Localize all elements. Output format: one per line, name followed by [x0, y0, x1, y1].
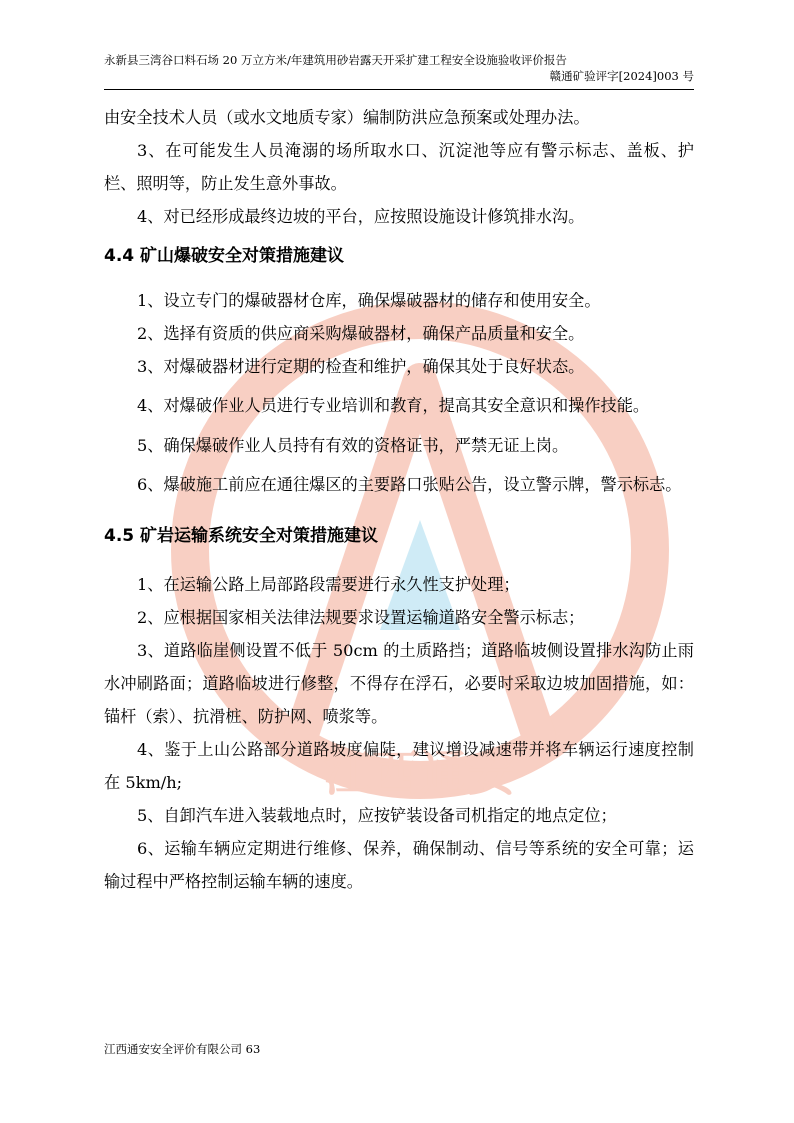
section-heading-4-4: 4.4 矿山爆破安全对策措施建议 — [104, 246, 345, 266]
document-number: 赣通矿验评字[2024]003 号 — [549, 69, 694, 83]
watermark-text: 江西通安 — [323, 746, 517, 802]
paragraph-item-4: 4、对已经形成最终边坡的平台，应按照设施设计修筑排水沟。 — [137, 207, 585, 226]
blasting-item-5: 5、确保爆破作业人员持有有效的资格证书，严禁无证上岗。 — [137, 436, 569, 455]
blasting-item-1: 1、设立专门的爆破器材仓库，确保爆破器材的储存和使用安全。 — [137, 291, 601, 310]
transport-item-1: 1、在运输公路上局部路段需要进行永久性支护处理； — [137, 575, 520, 594]
document-body — [104, 101, 694, 898]
paragraph-intro: 由安全技术人员（或水文地质专家）编制防洪应急预案或处理办法。 — [104, 108, 590, 127]
blasting-item-4: 4、对爆破作业人员进行专业培训和教育，提高其安全意识和操作技能。 — [137, 396, 650, 415]
transport-item-2: 2、应根据国家相关法律法规要求设置运输道路安全警示标志； — [137, 608, 585, 627]
transport-item-3: 3、道路临崖侧设置不低于 50cm 的土质路挡；道路临坡侧设置排水沟防止雨水冲刷路面；道路临坡进行修整，不得存在浮石，必要时采取边坡加固措施，如：锚杆（索）、抗滑桩、防护网、喷浆等。 — [104, 641, 694, 726]
section-heading-4-5: 4.5 矿岩运输系统安全对策措施建议 — [104, 526, 379, 546]
paragraph-item-3: 3、在可能发生人员淹溺的场所取水口、沉淀池等应有警示标志、盖板、护栏、照明等，防止发生意外事故。 — [104, 141, 694, 193]
report-title: 永新县三湾谷口料石场 20 万立方米/年建筑用砂岩露天开采扩建工程安全设施验收评价报告 — [104, 53, 567, 67]
transport-item-5: 5、自卸汽车进入装载地点时，应按铲装设备司机指定的地点定位； — [137, 806, 617, 825]
page-footer: 江西通安安全评价有限公司 63 — [104, 1042, 261, 1056]
transport-item-4: 4、鉴于上山公路部分道路坡度偏陡，建议增设减速带并将车辆运行速度控制在 5km/h; — [104, 740, 694, 792]
blasting-item-3: 3、对爆破器材进行定期的检查和维护，确保其处于良好状态。 — [137, 357, 585, 376]
page-header — [104, 52, 694, 84]
blasting-item-2: 2、选择有资质的供应商采购爆破器材，确保产品质量和安全。 — [137, 324, 585, 343]
blasting-item-6: 6、爆破施工前应在通往爆区的主要路口张贴公告，设立警示牌，警示标志。 — [137, 475, 682, 494]
transport-item-6: 6、运输车辆应定期进行维修、保养，确保制动、信号等系统的安全可靠；运输过程中严格控制运输车辆的速度。 — [104, 839, 694, 891]
header-divider — [104, 89, 694, 90]
